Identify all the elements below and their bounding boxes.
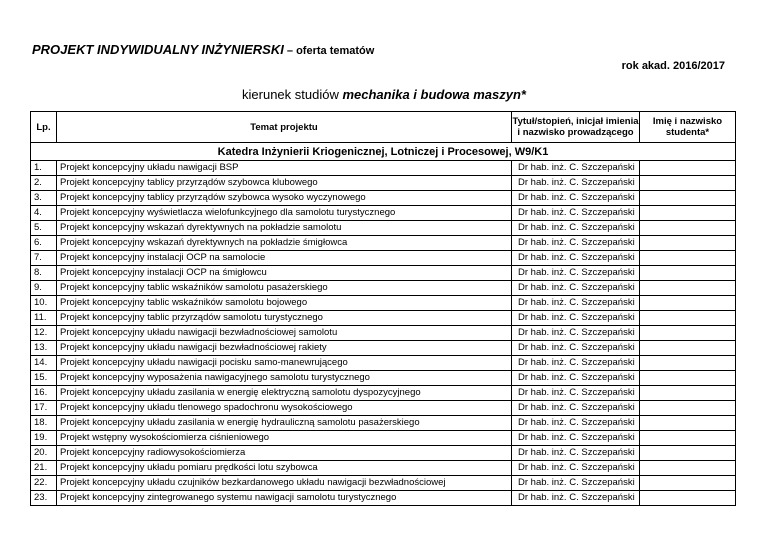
- table-row: [31, 356, 736, 371]
- row-number: 7.: [31, 251, 57, 266]
- table-row: [31, 386, 736, 401]
- table-row: [31, 446, 736, 461]
- row-supervisor: Dr hab. inż. C. Szczepański: [512, 281, 640, 296]
- row-student: [640, 386, 736, 401]
- row-supervisor: Dr hab. inż. C. Szczepański: [512, 371, 640, 386]
- row-supervisor: Dr hab. inż. C. Szczepański: [512, 476, 640, 491]
- row-student: [640, 491, 736, 506]
- table-row: [31, 401, 736, 416]
- row-supervisor: Dr hab. inż. C. Szczepański: [512, 161, 640, 176]
- row-supervisor: Dr hab. inż. C. Szczepański: [512, 386, 640, 401]
- row-topic: Projekt koncepcyjny instalacji OCP na śmigłowcu: [57, 266, 512, 281]
- row-student: [640, 206, 736, 221]
- table-row: [31, 326, 736, 341]
- row-number: 11.: [31, 311, 57, 326]
- topics-table: [30, 111, 736, 506]
- table-row: [31, 161, 736, 176]
- academic-year: rok akad. 2016/2017: [621, 60, 725, 72]
- row-student: [640, 356, 736, 371]
- row-number: 9.: [31, 281, 57, 296]
- row-topic: Projekt koncepcyjny układu nawigacji BSP: [57, 161, 512, 176]
- row-supervisor: Dr hab. inż. C. Szczepański: [512, 461, 640, 476]
- row-student: [640, 416, 736, 431]
- table-row: [31, 206, 736, 221]
- table-row: [31, 266, 736, 281]
- field-of-study: [0, 87, 768, 102]
- table-row: [31, 236, 736, 251]
- row-supervisor: Dr hab. inż. C. Szczepański: [512, 341, 640, 356]
- table-row: [31, 281, 736, 296]
- row-supervisor: Dr hab. inż. C. Szczepański: [512, 401, 640, 416]
- row-supervisor: Dr hab. inż. C. Szczepański: [512, 266, 640, 281]
- row-number: 17.: [31, 401, 57, 416]
- table-row: [31, 221, 736, 236]
- row-number: 10.: [31, 296, 57, 311]
- table-row: [31, 491, 736, 506]
- row-student: [640, 311, 736, 326]
- column-header-student-line2: studenta*: [665, 127, 710, 138]
- row-topic: Projekt koncepcyjny układu pomiaru prędkości lotu szybowca: [57, 461, 512, 476]
- row-student: [640, 251, 736, 266]
- row-supervisor: Dr hab. inż. C. Szczepański: [512, 251, 640, 266]
- row-number: 21.: [31, 461, 57, 476]
- table-row: [31, 296, 736, 311]
- section-row: [31, 143, 736, 161]
- column-header-student: [640, 112, 736, 143]
- row-number: 23.: [31, 491, 57, 506]
- row-number: 22.: [31, 476, 57, 491]
- row-number: 5.: [31, 221, 57, 236]
- row-student: [640, 476, 736, 491]
- row-topic: Projekt wstępny wysokościomierza ciśnieniowego: [57, 431, 512, 446]
- row-student: [640, 461, 736, 476]
- row-topic: Projekt koncepcyjny układu zasilania w energię hydrauliczną samolotu pasażerskiego: [57, 416, 512, 431]
- column-header-supervisor: [512, 112, 640, 143]
- row-topic: Projekt koncepcyjny układu tlenowego spadochronu wysokościowego: [57, 401, 512, 416]
- row-topic: Projekt koncepcyjny instalacji OCP na samolocie: [57, 251, 512, 266]
- table-row: [31, 461, 736, 476]
- row-topic: Projekt koncepcyjny zintegrowanego systemu nawigacji samolotu turystycznego: [57, 491, 512, 506]
- row-number: 4.: [31, 206, 57, 221]
- row-student: [640, 191, 736, 206]
- row-supervisor: Dr hab. inż. C. Szczepański: [512, 491, 640, 506]
- row-topic: Projekt koncepcyjny wyświetlacza wielofunkcyjnego dla samolotu turystycznego: [57, 206, 512, 221]
- row-number: 18.: [31, 416, 57, 431]
- row-student: [640, 371, 736, 386]
- row-student: [640, 341, 736, 356]
- row-supervisor: Dr hab. inż. C. Szczepański: [512, 296, 640, 311]
- row-supervisor: Dr hab. inż. C. Szczepański: [512, 191, 640, 206]
- row-topic: Projekt koncepcyjny wyposażenia nawigacyjnego samolotu turystycznego: [57, 371, 512, 386]
- row-student: [640, 401, 736, 416]
- row-student: [640, 161, 736, 176]
- row-supervisor: Dr hab. inż. C. Szczepański: [512, 416, 640, 431]
- row-supervisor: Dr hab. inż. C. Szczepański: [512, 206, 640, 221]
- row-topic: Projekt koncepcyjny wskazań dyrektywnych na pokładzie samolotu: [57, 221, 512, 236]
- table-row: [31, 341, 736, 356]
- row-supervisor: Dr hab. inż. C. Szczepański: [512, 446, 640, 461]
- title-suffix: – oferta tematów: [283, 45, 375, 57]
- row-topic: Projekt koncepcyjny tablicy przyrządów szybowca klubowego: [57, 176, 512, 191]
- column-header-lp: Lp.: [31, 112, 57, 143]
- row-student: [640, 176, 736, 191]
- row-number: 15.: [31, 371, 57, 386]
- row-student: [640, 281, 736, 296]
- row-topic: Projekt koncepcyjny układu nawigacji pocisku samo-manewrującego: [57, 356, 512, 371]
- row-number: 6.: [31, 236, 57, 251]
- row-supervisor: Dr hab. inż. C. Szczepański: [512, 356, 640, 371]
- table-row: [31, 416, 736, 431]
- row-topic: Projekt koncepcyjny układu nawigacji bezwładnościowej samolotu: [57, 326, 512, 341]
- row-number: 19.: [31, 431, 57, 446]
- table-row: [31, 431, 736, 446]
- row-topic: Projekt koncepcyjny układu nawigacji bezwładnościowej rakiety: [57, 341, 512, 356]
- table-row: [31, 176, 736, 191]
- table-row: [31, 191, 736, 206]
- row-supervisor: Dr hab. inż. C. Szczepański: [512, 236, 640, 251]
- row-topic: Projekt koncepcyjny tablic wskaźników samolotu bojowego: [57, 296, 512, 311]
- row-topic: Projekt koncepcyjny układu zasilania w energię elektryczną samolotu dyspozycyjnego: [57, 386, 512, 401]
- row-number: 2.: [31, 176, 57, 191]
- row-supervisor: Dr hab. inż. C. Szczepański: [512, 326, 640, 341]
- row-student: [640, 236, 736, 251]
- table-row: [31, 311, 736, 326]
- row-number: 16.: [31, 386, 57, 401]
- row-number: 14.: [31, 356, 57, 371]
- column-header-student-line1: Imię i nazwisko: [652, 116, 723, 127]
- subtitle-prefix: kierunek studiów: [242, 87, 343, 102]
- row-supervisor: Dr hab. inż. C. Szczepański: [512, 176, 640, 191]
- row-topic: Projekt koncepcyjny tablic przyrządów samolotu turystycznego: [57, 311, 512, 326]
- row-supervisor: Dr hab. inż. C. Szczepański: [512, 431, 640, 446]
- row-student: [640, 326, 736, 341]
- row-topic: Projekt koncepcyjny wskazań dyrektywnych na pokładzie śmigłowca: [57, 236, 512, 251]
- row-number: 8.: [31, 266, 57, 281]
- row-topic: Projekt koncepcyjny tablic wskaźników samolotu pasażerskiego: [57, 281, 512, 296]
- row-topic: Projekt koncepcyjny radiowysokościomierza: [57, 446, 512, 461]
- row-student: [640, 431, 736, 446]
- table-row: [31, 476, 736, 491]
- column-header-supervisor-line1: Tytuł/stopień, inicjał imienia: [512, 116, 639, 127]
- row-supervisor: Dr hab. inż. C. Szczepański: [512, 311, 640, 326]
- row-number: 20.: [31, 446, 57, 461]
- row-number: 13.: [31, 341, 57, 356]
- row-topic: Projekt koncepcyjny tablicy przyrządów szybowca wysoko wyczynowego: [57, 191, 512, 206]
- document-title: [32, 42, 374, 57]
- table-row: [31, 251, 736, 266]
- row-supervisor: Dr hab. inż. C. Szczepański: [512, 221, 640, 236]
- row-number: 1.: [31, 161, 57, 176]
- column-header-topic: Temat projektu: [57, 112, 512, 143]
- row-student: [640, 446, 736, 461]
- row-student: [640, 266, 736, 281]
- subtitle-field: mechanika i budowa maszyn*: [342, 87, 526, 102]
- table-row: [31, 371, 736, 386]
- row-number: 12.: [31, 326, 57, 341]
- row-number: 3.: [31, 191, 57, 206]
- row-student: [640, 296, 736, 311]
- row-student: [640, 221, 736, 236]
- section-title: Katedra Inżynierii Kriogenicznej, Lotniczej i Procesowej, W9/K1: [31, 143, 736, 161]
- table-header-row: [31, 112, 736, 143]
- row-topic: Projekt koncepcyjny układu czujników bezkardanowego układu nawigacji bezwładnościowej: [57, 476, 512, 491]
- column-header-supervisor-line2: i nazwisko prowadzącego: [517, 127, 634, 138]
- title-main: PROJEKT INDYWIDUALNY INŻYNIERSKI: [32, 42, 284, 57]
